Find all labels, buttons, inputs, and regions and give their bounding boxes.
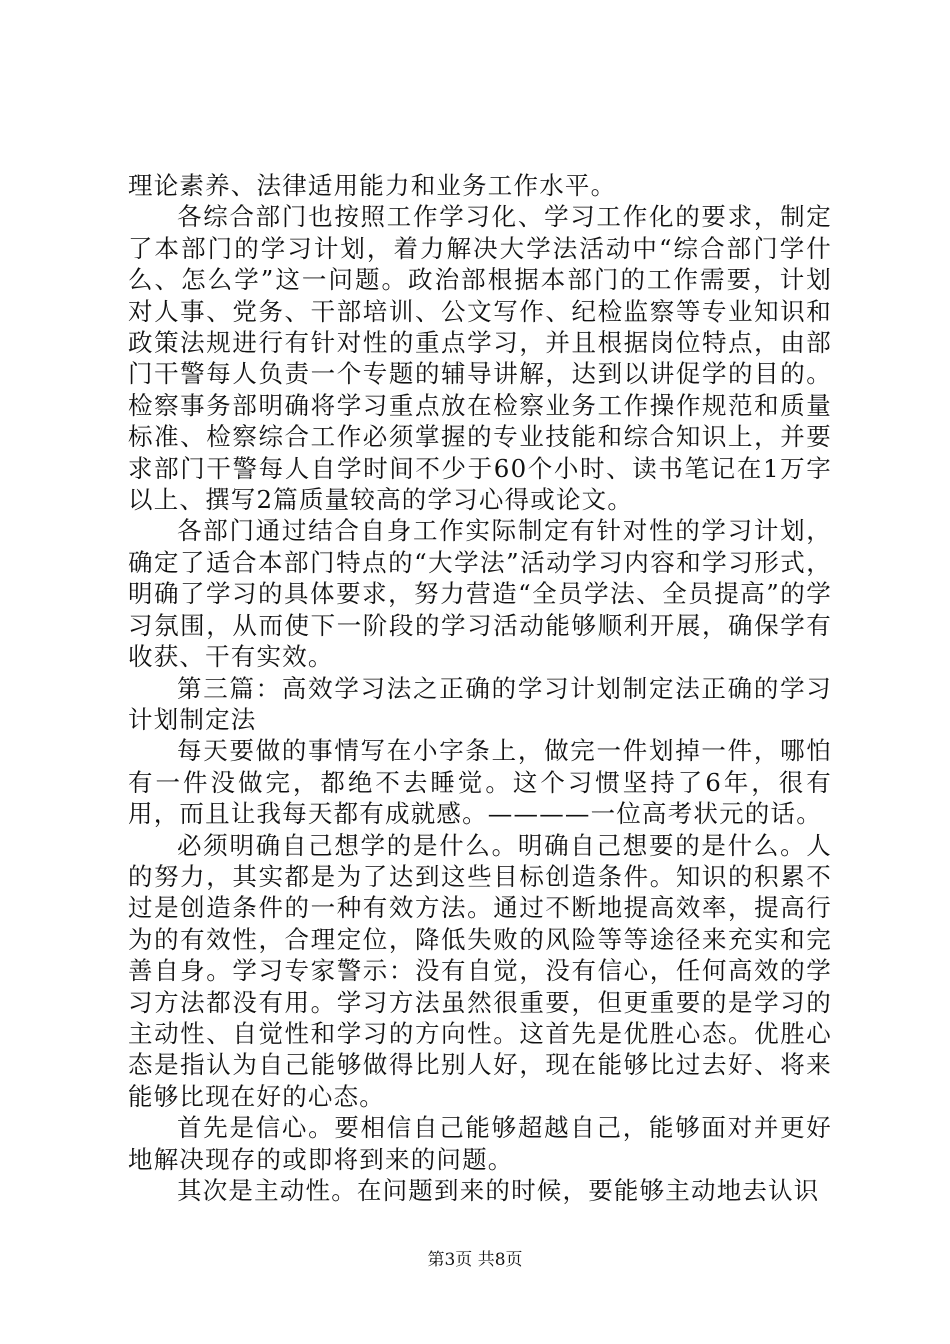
paragraph-initiative: 其次是主动性。在问题到来的时候，要能够主动地去认识	[177, 1176, 820, 1205]
section-heading-third-part: 第三篇：高效学习法之正确的学习计划制定法正确的学习计划制定法	[128, 673, 832, 734]
page-number-footer: 第3页 共8页	[427, 1250, 523, 1270]
paragraph-quote: 每天要做的事情写在小字条上，做完一件划掉一件，哪怕有一件没做完，都绝不去睡觉。这个习惯坚持了6年，很有用，而且让我每天都有成就感。————一位高考状元的话。	[128, 736, 832, 829]
paragraph-continuation: 理论素养、法律适用能力和业务工作水平。	[128, 171, 617, 200]
document-body	[128, 170, 832, 1206]
paragraph-clarify-goals: 必须明确自己想学的是什么。明确自己想要的是什么。人的努力，其实都是为了达到这些目标创造条件。知识的积累不过是创造条件的一种有效方法。通过不断地提高效率，提高行为的有效性，合理定位，降低失败的风险等等途径来充实和完善自身。学习专家警示：没有自觉，没有信心，任何高效的学习方法都没有用。学习方法虽然很重要，但更重要的是学习的主动性、自觉性和学习的方向性。这首先是优胜心态。优胜心态是指认为自己能够做得比别人好，现在能够比过去好、将来能够比现在好的心态。	[128, 830, 832, 1111]
paragraph-departments-plans: 各部门通过结合自身工作实际制定有针对性的学习计划，确定了适合本部门特点的“大学法”活动学习内容和学习形式，明确了学习的具体要求，努力营造“全员学法、全员提高”的学习氛围，从而使下一阶段的学习活动能够顺利开展，确保学有收获、干有实效。	[128, 516, 832, 672]
paragraph-comprehensive-departments: 各综合部门也按照工作学习化、学习工作化的要求，制定了本部门的学习计划，着力解决大学法活动中“综合部门学什么、怎么学”这一问题。政治部根据本部门的工作需要，计划对人事、党务、干部培训、公文写作、纪检监察等专业知识和政策法规进行有针对性的重点学习，并且根据岗位特点，由部门干警每人负责一个专题的辅导讲解，达到以讲促学的目的。检察事务部明确将学习重点放在检察业务工作操作规范和质量标准、检察综合工作必须掌握的专业技能和综合知识上，并要求部门干警每人自学时间不少于60个小时、读书笔记在1万字以上、撰写2篇质量较高的学习心得或论文。	[128, 202, 832, 515]
paragraph-confidence: 首先是信心。要相信自己能够超越自己，能够面对并更好地解决现存的或即将到来的问题。	[128, 1113, 832, 1174]
